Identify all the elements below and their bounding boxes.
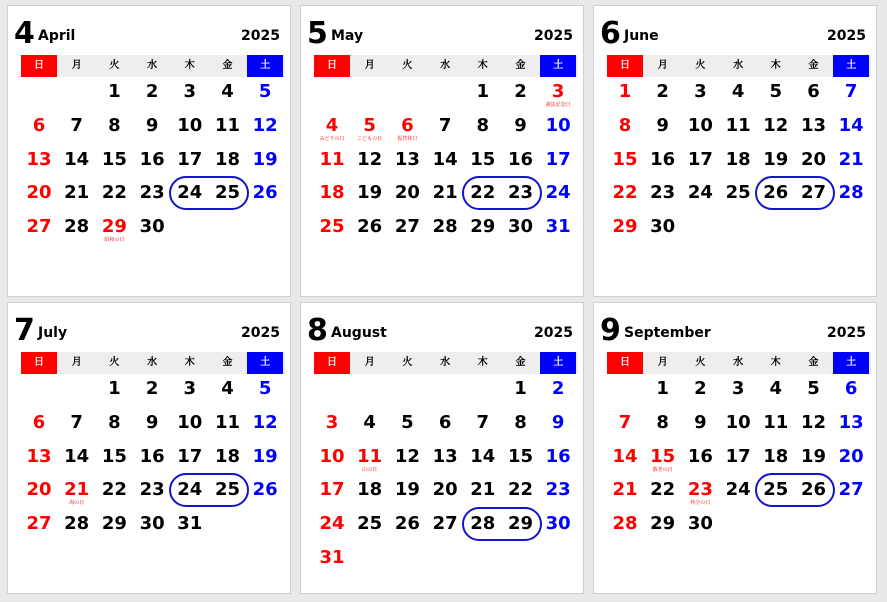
day-cell: 15 <box>650 445 676 467</box>
year-label: 2025 <box>241 28 280 44</box>
year-label: 2025 <box>534 28 573 44</box>
day-cell: 17 <box>725 445 751 467</box>
month-header <box>301 6 583 56</box>
weekday-label: 火 <box>402 60 413 71</box>
month-panel-june <box>593 5 877 297</box>
day-cell: 7 <box>438 114 452 136</box>
month-number: 5 <box>307 16 328 51</box>
day-cell: 21 <box>838 148 864 170</box>
weekday-label: 木 <box>477 60 488 71</box>
weekday-label: 月 <box>657 60 668 71</box>
day-cell: 27 <box>26 216 52 238</box>
highlighted-dates-ring <box>462 176 543 210</box>
day-cell: 9 <box>694 411 707 433</box>
weekday-label: 日 <box>607 55 643 77</box>
weekday-label: 土 <box>540 352 576 374</box>
day-cell: 5 <box>769 81 783 102</box>
day-cell: 30 <box>650 216 676 238</box>
day-cell: 28 <box>64 216 90 238</box>
day-cell: 30 <box>139 216 165 238</box>
day-cell: 24 <box>177 182 203 204</box>
day-cell: 12 <box>252 114 278 136</box>
highlighted-dates-ring <box>755 473 836 507</box>
day-cell: 24 <box>319 513 345 535</box>
weekday-label: 金 <box>222 60 233 71</box>
weekday-label: 木 <box>184 60 195 71</box>
holiday-note: 昭和の日 <box>104 237 125 244</box>
day-cell: 21 <box>64 479 90 501</box>
day-cell: 6 <box>807 81 820 102</box>
day-cell: 17 <box>177 445 203 467</box>
day-cell: 29 <box>101 216 127 238</box>
day-cell: 29 <box>507 513 534 535</box>
day-cell: 19 <box>800 445 827 467</box>
month-header <box>8 6 290 56</box>
weekday-label: 金 <box>515 357 526 368</box>
weekday-label: 木 <box>770 60 781 71</box>
highlighted-dates-ring <box>462 507 543 541</box>
holiday-note: みどりの日 <box>319 135 345 142</box>
day-cell: 25 <box>763 479 789 501</box>
day-cell: 25 <box>214 182 241 204</box>
day-cell: 1 <box>476 81 490 102</box>
day-cell: 7 <box>70 114 83 136</box>
weekday-label: 日 <box>21 55 57 77</box>
weekday-label: 日 <box>314 55 350 77</box>
day-cell: 13 <box>26 445 52 467</box>
day-cell: 15 <box>101 445 127 467</box>
day-cell: 15 <box>507 445 534 467</box>
day-cell: 19 <box>394 479 420 501</box>
day-cell: 19 <box>252 148 278 170</box>
day-cell: 16 <box>687 445 713 467</box>
day-cell: 1 <box>108 81 121 102</box>
highlighted-dates-ring <box>169 176 250 210</box>
day-cell: 6 <box>32 411 46 433</box>
month-name: June <box>624 28 659 44</box>
weekday-label: 金 <box>515 60 526 71</box>
weekday-label: 水 <box>440 357 451 368</box>
day-cell: 23 <box>545 479 571 501</box>
day-cell: 11 <box>763 411 789 433</box>
day-cell: 26 <box>800 479 827 501</box>
month-panel-july <box>7 302 291 594</box>
weekday-label: 水 <box>440 60 451 71</box>
day-cell: 7 <box>70 411 83 433</box>
day-cell: 26 <box>394 513 420 535</box>
day-cell: 2 <box>145 81 159 102</box>
weekday-label: 水 <box>733 357 744 368</box>
day-cell: 25 <box>319 216 345 238</box>
day-cell: 21 <box>612 479 638 501</box>
day-cell: 22 <box>650 479 676 501</box>
weekday-label: 金 <box>808 357 819 368</box>
day-cell: 2 <box>145 378 159 399</box>
holiday-note: こどもの日 <box>357 135 383 142</box>
day-cell: 14 <box>470 445 496 467</box>
day-cell: 26 <box>357 216 383 238</box>
weekday-header <box>607 55 871 77</box>
month-panel-may <box>300 5 584 297</box>
day-cell: 25 <box>357 513 383 535</box>
day-cell: 5 <box>363 114 376 136</box>
month-name: August <box>331 325 387 341</box>
day-cell: 17 <box>319 479 345 501</box>
weekday-label: 月 <box>364 60 375 71</box>
month-header <box>301 303 583 353</box>
day-cell: 22 <box>101 479 127 501</box>
weekday-label: 金 <box>222 357 233 368</box>
day-cell: 13 <box>394 148 420 170</box>
day-cell: 13 <box>838 411 864 433</box>
day-cell: 16 <box>507 148 534 170</box>
day-cell: 29 <box>470 216 496 238</box>
day-cell: 11 <box>357 445 383 467</box>
month-name: May <box>331 28 364 44</box>
day-cell: 22 <box>612 182 638 204</box>
day-cell: 16 <box>650 148 676 170</box>
day-cell: 20 <box>800 148 827 170</box>
day-cell: 6 <box>438 411 452 433</box>
weekday-label: 日 <box>21 352 57 374</box>
day-cell: 16 <box>545 445 571 467</box>
day-cell: 27 <box>26 513 52 535</box>
day-cell: 9 <box>145 114 159 136</box>
day-cell: 18 <box>214 445 241 467</box>
day-cell: 28 <box>432 216 458 238</box>
day-cell: 8 <box>514 411 527 433</box>
weekday-label: 土 <box>247 55 283 77</box>
day-cell: 13 <box>432 445 458 467</box>
month-number: 7 <box>14 313 35 348</box>
month-name: September <box>624 325 711 341</box>
day-cell: 28 <box>838 182 864 204</box>
weekday-label: 月 <box>364 357 375 368</box>
day-cell: 21 <box>470 479 496 501</box>
day-cell: 27 <box>394 216 420 238</box>
day-cell: 15 <box>470 148 496 170</box>
day-cell: 4 <box>769 378 783 399</box>
day-cell: 4 <box>731 81 745 102</box>
day-cell: 3 <box>551 81 565 102</box>
day-cell: 9 <box>656 114 669 136</box>
weekday-label: 土 <box>833 352 869 374</box>
day-cell: 9 <box>145 411 159 433</box>
day-cell: 10 <box>177 411 203 433</box>
day-cell: 14 <box>432 148 458 170</box>
day-cell: 20 <box>394 182 420 204</box>
weekday-header <box>21 352 285 374</box>
day-cell: 4 <box>363 411 376 433</box>
day-cell: 8 <box>656 411 669 433</box>
highlighted-dates-ring <box>169 473 250 507</box>
day-cell: 6 <box>401 114 414 136</box>
highlighted-dates-ring <box>755 176 836 210</box>
month-header <box>594 6 876 56</box>
weekday-header <box>607 352 871 374</box>
weekday-label: 水 <box>147 60 158 71</box>
day-cell: 5 <box>258 378 272 399</box>
month-name: July <box>38 325 68 341</box>
day-cell: 14 <box>838 114 864 136</box>
month-header <box>8 303 290 353</box>
day-cell: 20 <box>26 182 52 204</box>
day-cell: 25 <box>214 479 241 501</box>
holiday-note: 振替休日 <box>397 135 418 142</box>
day-cell: 3 <box>325 411 339 433</box>
day-cell: 22 <box>507 479 534 501</box>
day-cell: 23 <box>139 182 165 204</box>
day-cell: 12 <box>763 114 789 136</box>
month-number: 4 <box>14 16 35 51</box>
day-cell: 8 <box>476 114 490 136</box>
day-cell: 8 <box>108 114 121 136</box>
day-cell: 23 <box>650 182 676 204</box>
day-cell: 15 <box>101 148 127 170</box>
day-cell: 11 <box>214 114 241 136</box>
weekday-label: 月 <box>71 60 82 71</box>
day-cell: 12 <box>800 411 827 433</box>
day-cell: 24 <box>545 182 571 204</box>
weekday-header <box>314 55 578 77</box>
day-cell: 2 <box>551 378 565 399</box>
day-cell: 28 <box>612 513 638 535</box>
day-cell: 14 <box>612 445 638 467</box>
day-cell: 12 <box>357 148 383 170</box>
day-cell: 18 <box>763 445 789 467</box>
day-cell: 1 <box>514 378 527 399</box>
year-label: 2025 <box>827 28 866 44</box>
day-cell: 18 <box>214 148 241 170</box>
month-panel-august <box>300 302 584 594</box>
weekday-label: 水 <box>147 357 158 368</box>
day-cell: 6 <box>844 378 858 399</box>
month-name: April <box>38 28 76 44</box>
year-label: 2025 <box>241 325 280 341</box>
day-cell: 12 <box>252 411 278 433</box>
day-cell: 9 <box>514 114 527 136</box>
day-cell: 13 <box>26 148 52 170</box>
day-cell: 24 <box>725 479 751 501</box>
day-cell: 3 <box>694 81 707 102</box>
weekday-label: 木 <box>477 357 488 368</box>
day-cell: 4 <box>221 378 234 399</box>
day-cell: 24 <box>687 182 713 204</box>
day-cell: 29 <box>650 513 676 535</box>
month-panel-april <box>7 5 291 297</box>
weekday-label: 土 <box>247 352 283 374</box>
holiday-note: 海の日 <box>69 500 85 507</box>
day-cell: 19 <box>763 148 789 170</box>
day-cell: 27 <box>432 513 458 535</box>
month-panel-september <box>593 302 877 594</box>
day-cell: 28 <box>470 513 496 535</box>
day-cell: 23 <box>507 182 534 204</box>
day-cell: 28 <box>64 513 90 535</box>
holiday-note: 敬老の日 <box>652 466 673 473</box>
day-cell: 12 <box>394 445 420 467</box>
day-cell: 8 <box>108 411 121 433</box>
day-cell: 8 <box>618 114 632 136</box>
day-cell: 26 <box>252 479 278 501</box>
day-cell: 20 <box>838 445 864 467</box>
weekday-label: 日 <box>314 352 350 374</box>
day-cell: 11 <box>214 411 241 433</box>
day-cell: 5 <box>258 81 272 102</box>
day-cell: 30 <box>687 513 713 535</box>
year-label: 2025 <box>534 325 573 341</box>
day-cell: 13 <box>800 114 827 136</box>
day-cell: 3 <box>731 378 745 399</box>
day-cell: 4 <box>325 114 339 136</box>
day-cell: 14 <box>64 445 90 467</box>
day-cell: 3 <box>183 378 197 399</box>
day-cell: 10 <box>545 114 571 136</box>
day-cell: 31 <box>545 216 571 238</box>
weekday-label: 月 <box>657 357 668 368</box>
day-cell: 2 <box>514 81 527 102</box>
weekday-label: 木 <box>184 357 195 368</box>
day-cell: 11 <box>319 148 345 170</box>
day-cell: 26 <box>763 182 789 204</box>
month-header <box>594 303 876 353</box>
weekday-label: 土 <box>833 55 869 77</box>
day-cell: 6 <box>32 114 46 136</box>
day-cell: 2 <box>656 81 669 102</box>
weekday-header <box>21 55 285 77</box>
day-cell: 17 <box>687 148 713 170</box>
day-cell: 22 <box>101 182 127 204</box>
day-cell: 10 <box>319 445 345 467</box>
day-cell: 23 <box>139 479 165 501</box>
day-cell: 1 <box>618 81 632 102</box>
day-cell: 19 <box>357 182 383 204</box>
weekday-header <box>314 352 578 374</box>
weekday-label: 火 <box>402 357 413 368</box>
day-cell: 2 <box>694 378 707 399</box>
weekday-label: 木 <box>770 357 781 368</box>
day-cell: 5 <box>401 411 414 433</box>
day-cell: 7 <box>618 411 632 433</box>
day-cell: 1 <box>108 378 121 399</box>
day-cell: 10 <box>687 114 713 136</box>
day-cell: 26 <box>252 182 278 204</box>
day-cell: 10 <box>177 114 203 136</box>
holiday-note: 憲法記念日 <box>545 102 571 108</box>
weekday-label: 火 <box>695 357 706 368</box>
day-cell: 5 <box>807 378 820 399</box>
day-cell: 18 <box>319 182 345 204</box>
day-cell: 16 <box>139 148 165 170</box>
day-cell: 17 <box>545 148 571 170</box>
day-cell: 4 <box>221 81 234 102</box>
day-cell: 16 <box>139 445 165 467</box>
day-cell: 1 <box>656 378 669 399</box>
day-cell: 30 <box>139 513 165 535</box>
day-cell: 19 <box>252 445 278 467</box>
month-number: 9 <box>600 313 621 348</box>
day-cell: 17 <box>177 148 203 170</box>
weekday-label: 土 <box>540 55 576 77</box>
day-cell: 3 <box>183 81 197 102</box>
month-number: 6 <box>600 16 621 51</box>
weekday-label: 金 <box>808 60 819 71</box>
day-cell: 15 <box>612 148 638 170</box>
day-cell: 18 <box>357 479 383 501</box>
day-cell: 23 <box>687 479 713 501</box>
weekday-label: 月 <box>71 357 82 368</box>
month-number: 8 <box>307 313 328 348</box>
weekday-label: 火 <box>109 60 120 71</box>
year-label: 2025 <box>827 325 866 341</box>
day-cell: 30 <box>507 216 534 238</box>
day-cell: 20 <box>432 479 458 501</box>
day-cell: 31 <box>177 513 203 535</box>
day-cell: 25 <box>725 182 751 204</box>
day-cell: 27 <box>800 182 827 204</box>
weekday-label: 日 <box>607 352 643 374</box>
day-cell: 11 <box>725 114 751 136</box>
day-cell: 30 <box>545 513 571 535</box>
day-cell: 7 <box>476 411 490 433</box>
day-cell: 24 <box>177 479 203 501</box>
day-cell: 27 <box>838 479 864 501</box>
day-cell: 10 <box>725 411 751 433</box>
day-cell: 14 <box>64 148 90 170</box>
day-cell: 29 <box>101 513 127 535</box>
weekday-label: 水 <box>733 60 744 71</box>
day-cell: 29 <box>612 216 638 238</box>
weekday-label: 火 <box>695 60 706 71</box>
day-cell: 31 <box>319 547 345 568</box>
day-cell: 9 <box>551 411 565 433</box>
day-cell: 20 <box>26 479 52 501</box>
holiday-note: 山の日 <box>362 466 378 473</box>
day-cell: 18 <box>725 148 751 170</box>
holiday-note: 秋分の日 <box>690 500 711 507</box>
day-cell: 22 <box>470 182 496 204</box>
day-cell: 21 <box>64 182 90 204</box>
day-cell: 7 <box>844 81 858 102</box>
weekday-label: 火 <box>109 357 120 368</box>
day-cell: 21 <box>432 182 458 204</box>
